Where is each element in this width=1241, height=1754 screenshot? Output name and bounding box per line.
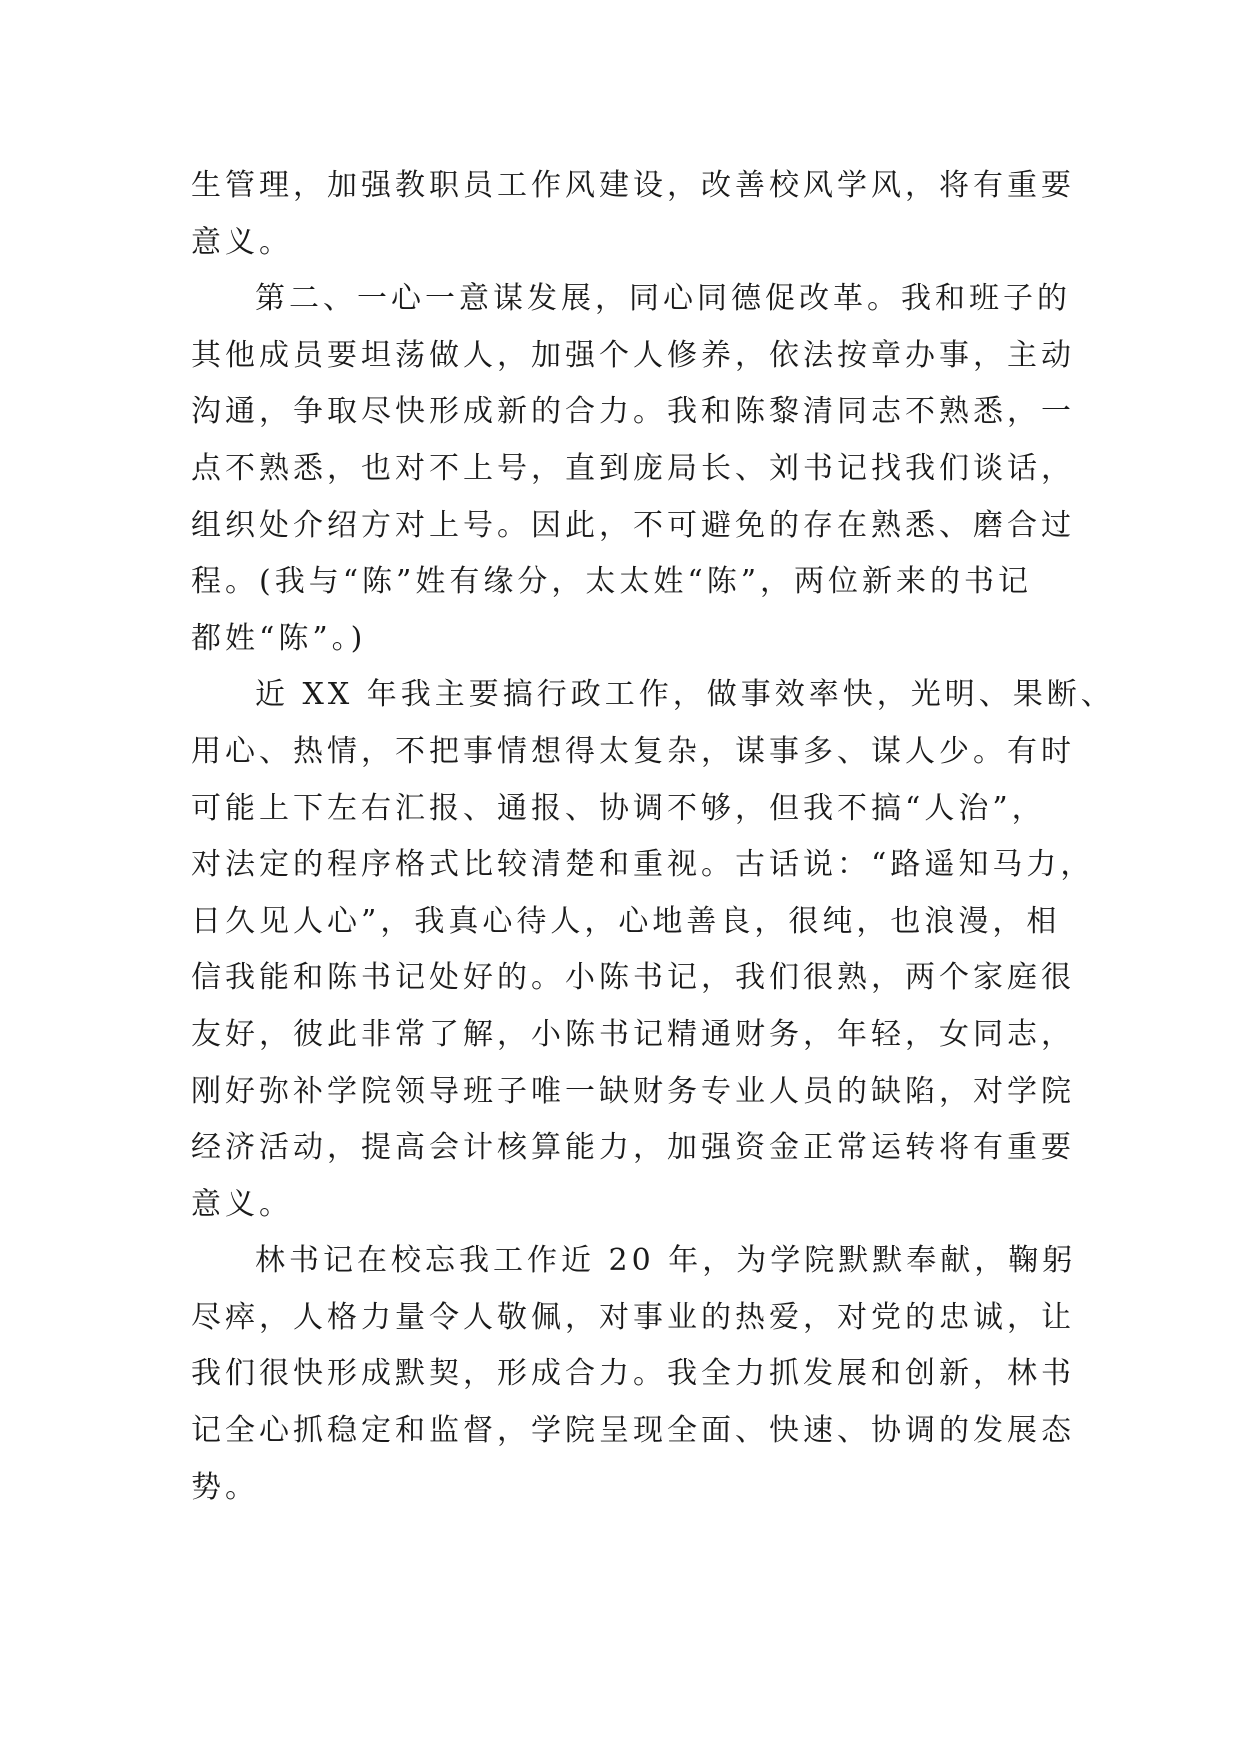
text-line: 意义。 (191, 224, 293, 260)
text-line: 刚好弥补学院领导班子唯一缺财务专业人员的缺陷，对学院 (191, 1073, 1075, 1109)
text-line: 用心、热情，不把事情想得太复杂，谋事多、谋人少。有时 (191, 733, 1075, 769)
text-line: 组织处介绍方对上号。因此，不可避免的存在熟悉、磨合过 (191, 507, 1075, 543)
text-line: 我们很快形成默契，形成合力。我全力抓发展和创新，林书 (191, 1356, 1075, 1392)
text-line: 其他成员要坦荡做人，加强个人修养，依法按章办事，主动 (191, 337, 1075, 373)
text-line: 友好，彼此非常了解，小陈书记精通财务，年轻，女同志， (191, 1016, 1075, 1052)
text-line: 信我能和陈书记处好的。小陈书记，我们很熟，两个家庭很 (191, 960, 1075, 996)
text-line: 意义。 (191, 1186, 293, 1222)
text-line: 生管理，加强教职员工作风建设，改善校风学风，将有重要 (191, 168, 1075, 203)
text-line: 日久见人心”，我真心待人，心地善良，很纯，也浪漫，相 (191, 903, 1061, 939)
text-line: 记全心抓稳定和监督，学院呈现全面、快速、协调的发展态 (191, 1413, 1075, 1449)
text-line: 经济活动，提高会计核算能力，加强资金正常运转将有重要 (191, 1130, 1075, 1166)
text-line: 可能上下左右汇报、通报、协调不够，但我不搞“人治”， (191, 790, 1046, 826)
paragraph-start-line: 近 XX 年我主要搞行政工作，做事效率快，光明、果断、 (255, 677, 1115, 713)
text-line: 都姓“陈”。) (191, 620, 367, 656)
text-line: 沟通，争取尽快形成新的合力。我和陈黎清同志不熟悉，一 (191, 394, 1075, 430)
paragraph-start-line: 第二、一心一意谋发展，同心同德促改革。我和班子的 (255, 281, 1071, 317)
text-line: 对法定的程序格式比较清楚和重视。古话说：“路遥知马力， (191, 847, 1095, 883)
text-line: 点不熟悉，也对不上号，直到庞局长、刘书记找我们谈话， (191, 450, 1075, 486)
text-line: 势。 (191, 1469, 259, 1505)
paragraph-start-line: 林书记在校忘我工作近 20 年，为学院默默奉献，鞠躬 (255, 1243, 1077, 1279)
text-line: 尽瘁，人格力量令人敬佩，对事业的热爱，对党的忠诚，让 (191, 1299, 1075, 1335)
text-line: 程。(我与“陈”姓有缘分，太太姓“陈”，两位新来的书记 (191, 564, 1033, 600)
body-text (191, 158, 1115, 1516)
